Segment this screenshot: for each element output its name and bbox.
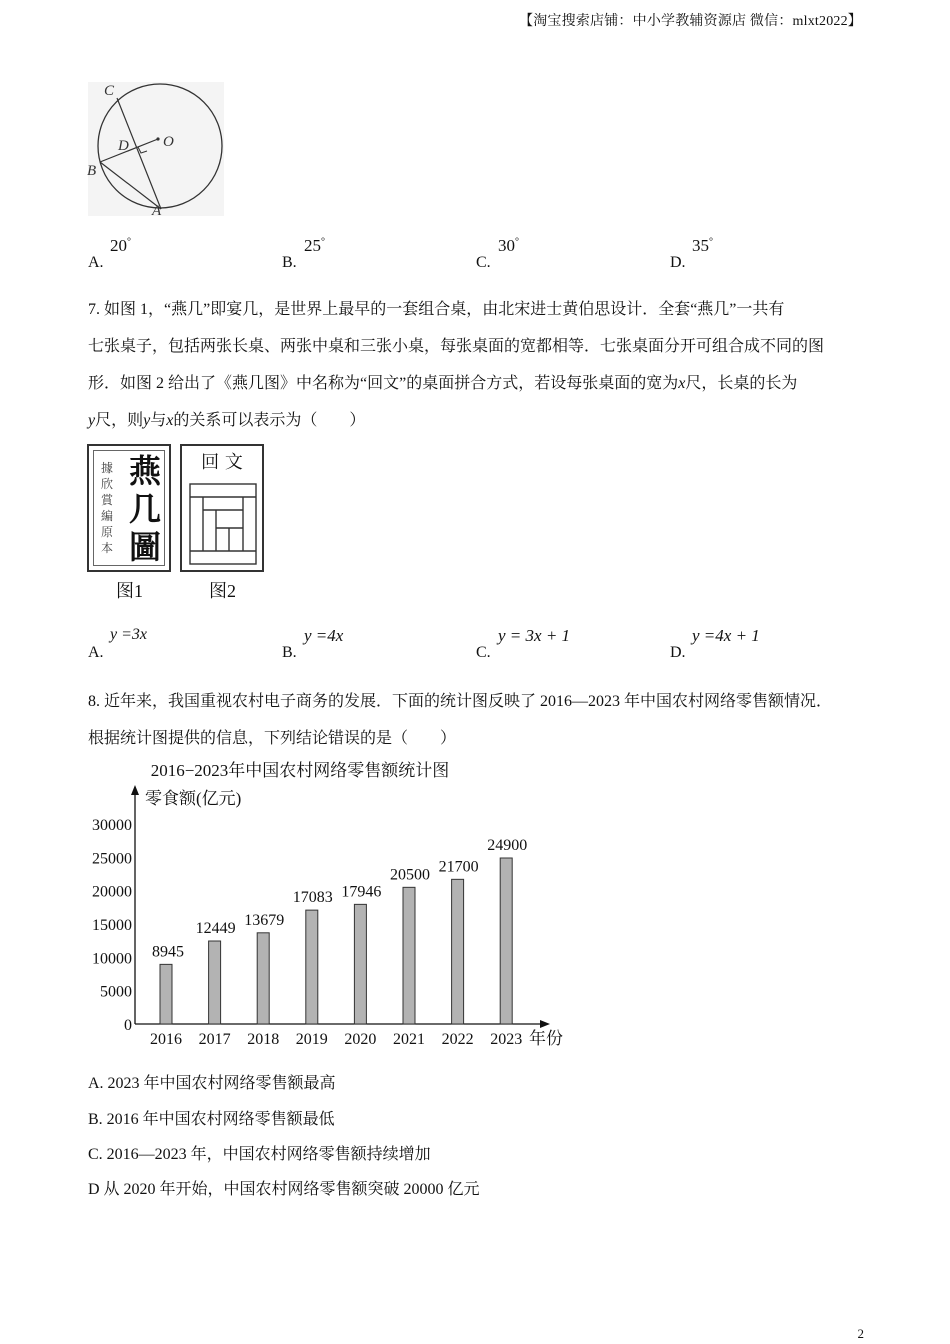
option-value: y = 3x + 1 xyxy=(498,626,571,645)
q8-question-text xyxy=(88,683,868,757)
huiwen-layout-figure xyxy=(180,444,264,572)
q8-choice-c[interactable]: C. 2016—2023 年，中国农村网络零售额持续增加 xyxy=(88,1146,431,1163)
data-label-2023: 24900 xyxy=(487,837,528,854)
point-label-d: D xyxy=(118,138,129,154)
q6-option-a[interactable] xyxy=(88,236,238,271)
chart-axes xyxy=(131,785,550,1028)
q7-option-c[interactable] xyxy=(476,626,656,661)
y-tick-label: 10000 xyxy=(92,950,132,968)
degree-symbol: ° xyxy=(709,236,713,248)
y-tick-label: 5000 xyxy=(100,983,132,1001)
q7-line-4: y尺，则y与x的关系可以表示为（ ） xyxy=(88,412,366,429)
option-label: D. xyxy=(670,254,686,271)
option-label: C. xyxy=(476,254,491,271)
option-value: y =4x xyxy=(304,626,344,645)
bar-2019 xyxy=(306,910,318,1024)
x-tick-label-2022: 2022 xyxy=(441,1031,474,1048)
bar-2020 xyxy=(354,904,366,1024)
rural-online-retail-bar-chart xyxy=(80,755,580,1055)
x-tick-label-2019: 2019 xyxy=(295,1031,328,1048)
option-value: 20 xyxy=(110,236,127,255)
chart-title: 2016−2023年中国农村网络零售额统计图 xyxy=(150,761,450,780)
q7-line-3: 形．如图 2 给出了《燕几图》中名称为“回文”的桌面拼合方式，若设每张桌面的宽为x尺，长桌的长为 xyxy=(88,375,798,392)
x-tick-label-2018: 2018 xyxy=(247,1031,280,1048)
q7-option-a[interactable] xyxy=(88,626,268,661)
y-tick-label: 15000 xyxy=(92,917,132,934)
q6-option-b[interactable] xyxy=(282,236,432,271)
y-tick-labels xyxy=(92,817,132,1034)
y-tick-label: 25000 xyxy=(92,850,132,868)
x-tick-label-2021: 2021 xyxy=(393,1031,425,1048)
data-label-2020: 17946 xyxy=(341,883,382,901)
cover-title-text: 燕 几 圖 xyxy=(128,453,161,565)
degree-symbol: ° xyxy=(321,236,325,248)
cover-side-text: 據 欣 賞 編 原 本 xyxy=(100,461,113,555)
q7-line-1: 7. 如图 1，“燕几”即宴几，是世界上最早的一套组合桌，由北宋进士黄伯思设计．全套“燕几”一共有 xyxy=(88,301,785,318)
option-value: 25 xyxy=(304,236,321,255)
y-axis-label: 零食额(亿元) xyxy=(145,789,242,808)
y-tick-label: 20000 xyxy=(92,883,132,901)
q8-line-1: 8. 近年来，我国重视农村电子商务的发展．下面的统计图反映了 2016—2023 年中国农村网络零售额情况． xyxy=(88,693,833,710)
figure-2-caption: 图2 xyxy=(209,581,236,601)
point-label-b: B xyxy=(87,163,97,179)
page-number: 2 xyxy=(857,1326,864,1341)
point-label-o: O xyxy=(163,134,174,150)
option-label: A. xyxy=(88,254,104,271)
figure-1-caption: 图1 xyxy=(116,581,143,601)
bar-2021 xyxy=(403,887,415,1024)
x-axis-label: 年份 xyxy=(529,1029,563,1048)
data-label-2016: 8945 xyxy=(152,943,184,961)
bar-2023 xyxy=(500,858,512,1024)
q7-question-text xyxy=(88,291,868,439)
x-tick-labels xyxy=(150,1031,522,1048)
point-label-c: C xyxy=(104,83,115,99)
q8-line-2: 根据统计图提供的信息，下列结论错误的是（ ） xyxy=(88,730,457,747)
y-tick-label: 0 xyxy=(124,1017,132,1034)
bar-2018 xyxy=(257,933,269,1024)
x-tick-label-2023: 2023 xyxy=(490,1031,523,1048)
yanji-book-cover-figure xyxy=(87,444,171,572)
x-tick-label-2016: 2016 xyxy=(150,1031,182,1048)
option-label: A. xyxy=(88,644,104,661)
bar-2017 xyxy=(209,941,221,1024)
option-value: 30 xyxy=(498,236,515,255)
option-label: B. xyxy=(282,254,297,271)
huiwen-title: 回 文 xyxy=(201,452,243,473)
x-tick-label-2017: 2017 xyxy=(198,1031,231,1048)
data-label-2019: 17083 xyxy=(292,889,333,907)
q8-choice-d[interactable]: D 从 2020 年开始，中国农村网络零售额突破 20000 亿元 xyxy=(88,1181,480,1198)
option-value: y =4x + 1 xyxy=(692,626,760,645)
huiwen-table-arrangement xyxy=(189,483,257,565)
data-label-2022: 21700 xyxy=(438,858,479,876)
page-header: 【淘宝搜索店铺：中小学教辅资源店 微信：mlxt2022】 xyxy=(519,14,862,29)
degree-symbol: ° xyxy=(515,236,519,248)
option-value: 35 xyxy=(692,236,709,255)
x-tick-label-2020: 2020 xyxy=(344,1031,377,1048)
bar-series xyxy=(152,837,527,1024)
q7-option-d[interactable] xyxy=(670,626,850,661)
degree-symbol: ° xyxy=(127,236,131,248)
option-label: C. xyxy=(476,644,491,661)
q8-choice-a[interactable]: A. 2023 年中国农村网络零售额最高 xyxy=(88,1075,336,1092)
bar-2016 xyxy=(160,964,172,1024)
q6-option-d[interactable] xyxy=(670,236,820,271)
point-label-a: A xyxy=(152,203,162,219)
q7-option-b[interactable] xyxy=(282,626,462,661)
option-label: D. xyxy=(670,644,686,661)
option-label: B. xyxy=(282,644,297,661)
data-label-2017: 12449 xyxy=(195,920,236,938)
q6-option-c[interactable] xyxy=(476,236,626,271)
q8-choice-b[interactable]: B. 2016 年中国农村网络零售额最低 xyxy=(88,1111,335,1128)
option-value: y =3x xyxy=(110,626,147,643)
data-label-2021: 20500 xyxy=(390,866,430,884)
circle-geometry-figure xyxy=(80,76,230,222)
q7-line-2: 七张桌子，包括两张长桌、两张中桌和三张小桌，每张桌面的宽都相等．七张桌面分开可组合成不同的图 xyxy=(88,338,825,355)
bar-2022 xyxy=(452,879,464,1024)
data-label-2018: 13679 xyxy=(244,911,285,929)
y-tick-label: 30000 xyxy=(92,817,132,834)
